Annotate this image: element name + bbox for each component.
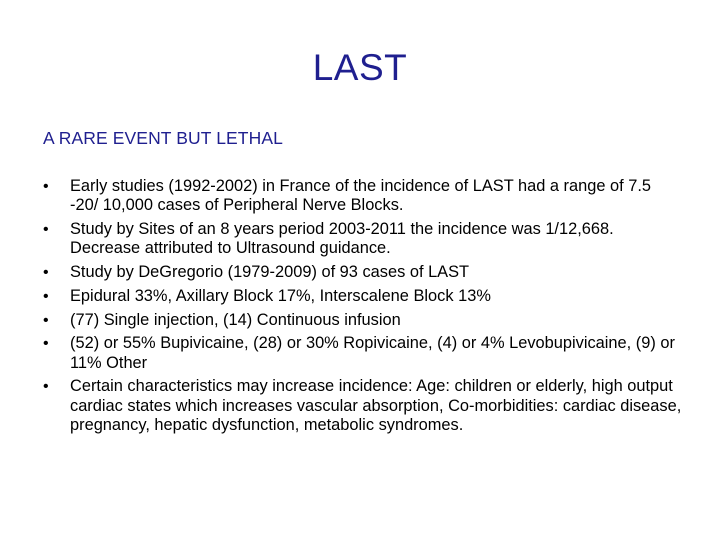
bullet-icon: • [43,378,49,396]
bullet-icon: • [43,311,49,329]
slide-title: LAST [312,47,408,88]
list-item [43,177,683,215]
slide-subtitle: A RARE EVENT BUT LETHAL [43,128,283,148]
list-item [43,334,683,372]
bullet-icon: • [43,178,49,195]
bullet-list [43,177,683,440]
list-item [43,311,683,330]
list-item [43,263,683,282]
bullet-text: Study by DeGregorio (1979-2009) of 93 cases of LAST [70,263,470,281]
bullet-text: (52) or 55% Bupivicaine, (28) or 30% Ropivicaine, (4) or 4% Levobupivicaine, (9) or 11% Other [70,334,675,372]
bullet-text: Early studies (1992-2002) in France of the incidence of LAST had a range of 7.5 -20/ 10,000 cases of Peripheral Nerve Blocks. [70,177,652,215]
list-item [43,377,683,435]
bullet-icon: • [43,221,49,238]
bullet-icon: • [43,287,49,305]
bullet-text: (77) Single injection, (14) Continuous infusion [70,310,401,329]
bullet-icon: • [43,264,49,281]
bullet-text: Epidural 33%, Axillary Block 17%, Interscalene Block 13% [70,286,491,305]
bullet-text: Certain characteristics may increase incidence: Age: children or elderly, high output cardiac states which increases vascular absorption, Co-morbidities: cardiac disease, pregnancy, hepatic dysfunction, metabolic syndromes. [70,377,682,434]
bullet-text: Study by Sites of an 8 years period 2003-2011 the incidence was 1/12,668. Decrease attributed to Ultrasound guidance. [70,220,614,258]
bullet-icon: • [43,335,49,353]
list-item [43,220,683,258]
list-item [43,287,683,306]
